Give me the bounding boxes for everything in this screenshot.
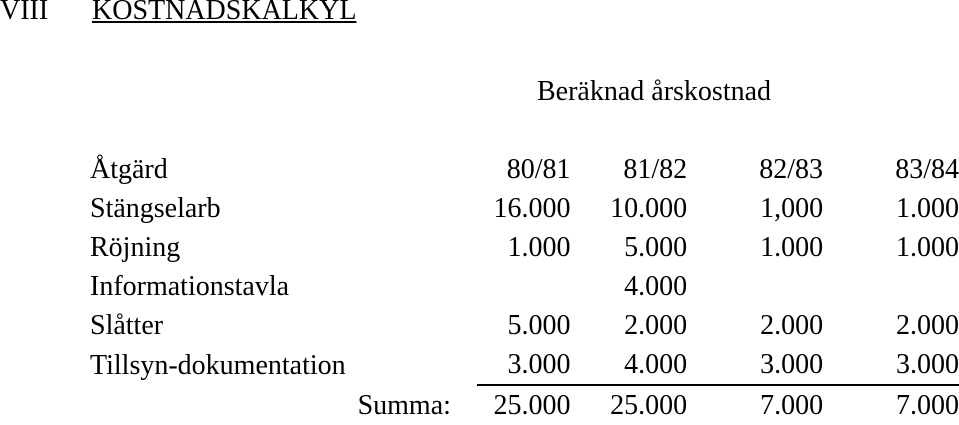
table-row bbox=[90, 189, 959, 228]
total-label: Summa: bbox=[357, 389, 451, 421]
cell-value: 16.000 bbox=[493, 193, 571, 224]
total-value: 25.000 bbox=[610, 390, 688, 421]
cell-value: 3.000 bbox=[823, 345, 959, 385]
total-row bbox=[90, 385, 959, 425]
header-year: 83/84 bbox=[895, 154, 959, 185]
cell-value: 3.000 bbox=[687, 345, 823, 385]
cell-value: 5.000 bbox=[507, 310, 571, 341]
cell-value: 1.000 bbox=[760, 232, 824, 263]
row-label: Tillsyn-dokumentation bbox=[90, 349, 346, 381]
cell-value: 1.000 bbox=[896, 232, 959, 263]
cell-value: 2.000 bbox=[624, 310, 688, 341]
cost-table bbox=[90, 150, 959, 425]
row-label: Slåtter bbox=[90, 310, 164, 341]
cell-value: 1.000 bbox=[507, 232, 571, 263]
table-row bbox=[90, 306, 959, 345]
cell-value: 2.000 bbox=[896, 310, 959, 341]
cell-value bbox=[687, 267, 823, 306]
cell-value bbox=[823, 267, 959, 306]
total-value: 7.000 bbox=[896, 390, 959, 421]
header-label: Åtgärd bbox=[90, 154, 168, 185]
header-year: 81/82 bbox=[623, 154, 688, 185]
cell-value: 5.000 bbox=[624, 232, 688, 263]
total-value: 7.000 bbox=[760, 390, 824, 421]
row-label: Röjning bbox=[90, 232, 181, 263]
table-caption: Beräknad årskostnad bbox=[537, 76, 772, 107]
cell-value: 1.000 bbox=[896, 193, 959, 224]
table-row bbox=[90, 267, 959, 306]
header-year: 80/81 bbox=[506, 154, 571, 185]
cell-value: 3.000 bbox=[477, 345, 571, 385]
cell-value: 4.000 bbox=[571, 345, 688, 385]
total-value: 25.000 bbox=[493, 390, 571, 421]
cell-value bbox=[477, 267, 571, 306]
cell-value: 4.000 bbox=[624, 271, 688, 302]
cell-value: 2.000 bbox=[760, 310, 824, 341]
cell-value: 1,000 bbox=[760, 193, 824, 224]
cell-value: 10.000 bbox=[610, 193, 688, 224]
section-title: KOSTNADSKALKYL bbox=[92, 0, 357, 26]
table-row bbox=[90, 345, 959, 385]
header-year: 82/83 bbox=[759, 154, 824, 185]
section-number: VIII bbox=[0, 0, 49, 26]
table-header-row bbox=[90, 150, 959, 189]
row-label: Stängselarb bbox=[90, 193, 221, 224]
table-row bbox=[90, 228, 959, 267]
row-label: Informationstavla bbox=[90, 271, 290, 302]
